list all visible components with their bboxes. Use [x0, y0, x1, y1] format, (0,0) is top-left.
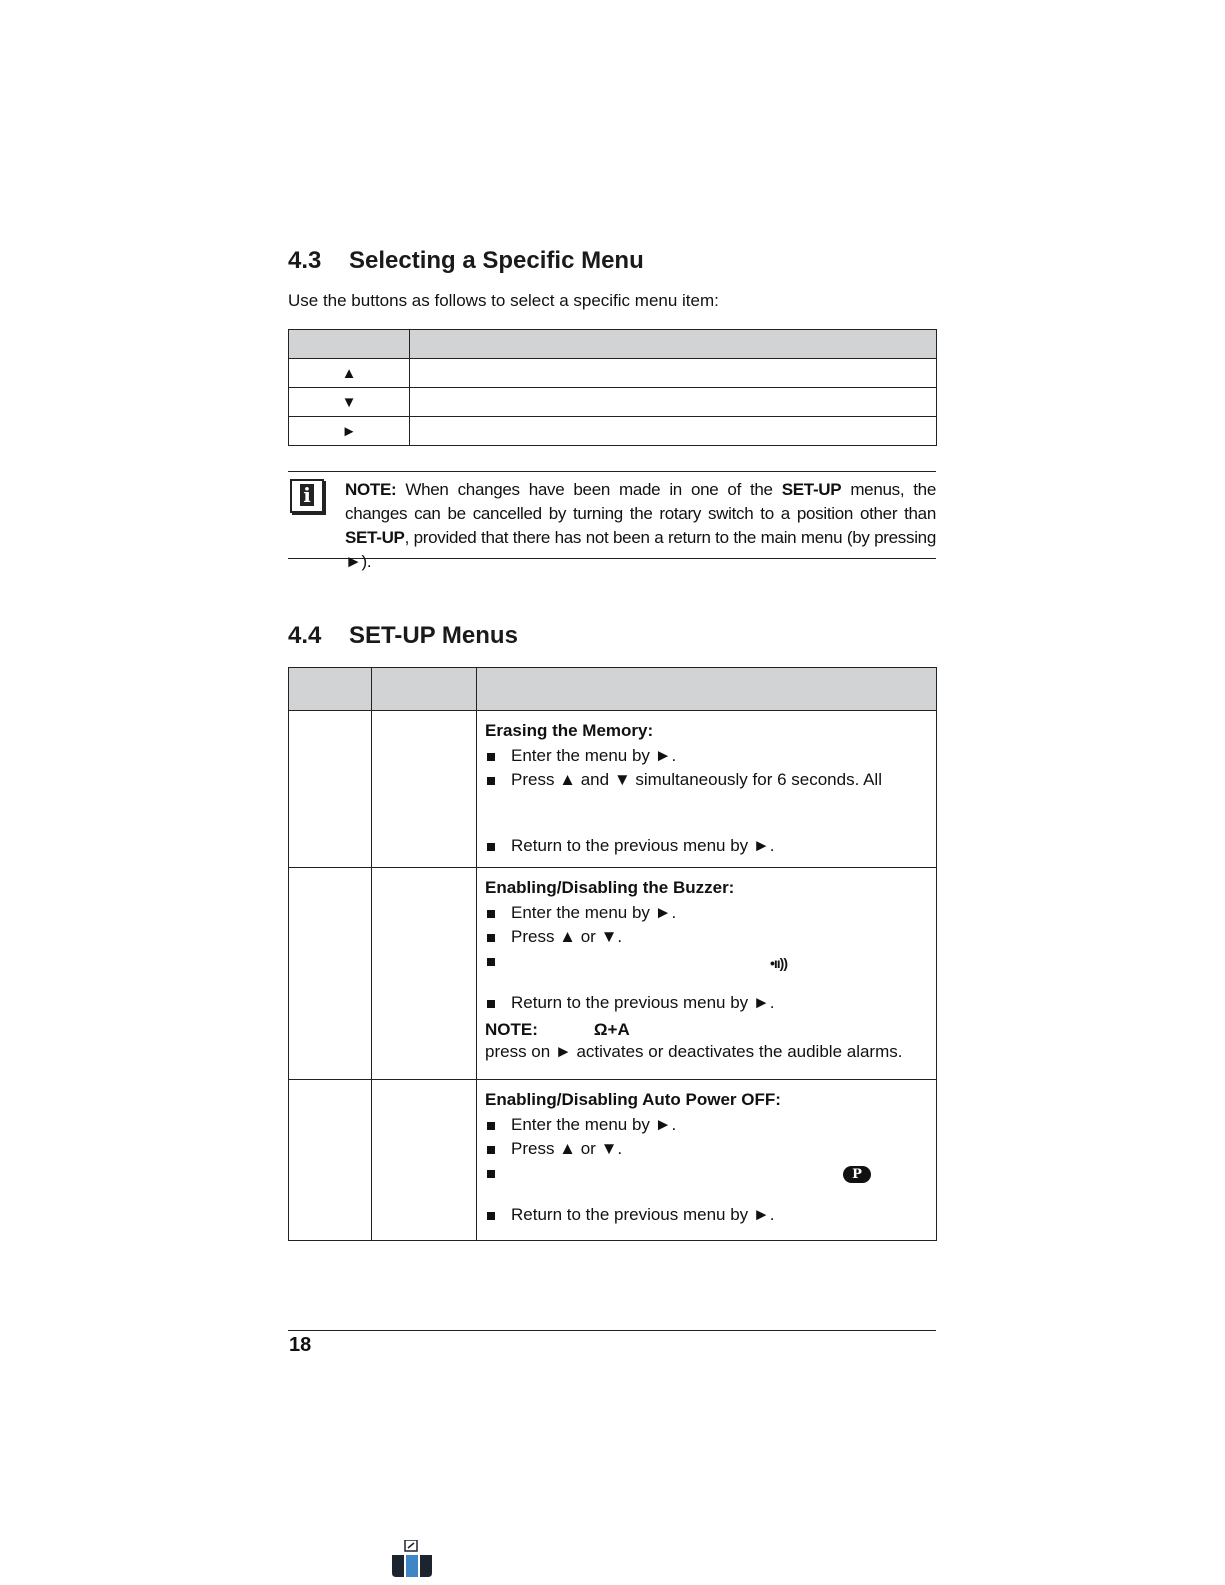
table-row: [289, 711, 937, 868]
note-part: , provided that there has not been a return to the main menu (by pressing ►).: [345, 528, 936, 571]
display-cell: [372, 868, 477, 1080]
table-row: [289, 1080, 937, 1241]
section-title: SET-UP Menus: [349, 622, 518, 649]
row-title: Enabling/Disabling the Buzzer:: [485, 878, 735, 897]
note-part: When changes have been made in one of the: [396, 480, 782, 499]
header-cell: [289, 668, 372, 711]
list-item: Return to the previous menu by ►.: [485, 834, 928, 858]
list-item: [485, 949, 928, 973]
header-cell: [372, 668, 477, 711]
table-row: [289, 388, 937, 417]
manufacturer-logo-icon: [390, 1540, 434, 1578]
table-row: [289, 868, 937, 1080]
right-triangle-icon: ►: [289, 417, 410, 446]
note-text: [345, 478, 936, 574]
list-item: Press ▲ and ▼ simultaneously for 6 seconds. All: [485, 768, 928, 792]
description-cell: [477, 1080, 937, 1241]
description-cell: [477, 868, 937, 1080]
header-cell-button: [289, 330, 410, 359]
display-cell: [372, 1080, 477, 1241]
auto-power-off-icon: P: [843, 1166, 871, 1183]
list-item: Press ▲ or ▼.: [485, 925, 928, 949]
function-cell: [410, 388, 937, 417]
note-part: menus, the changes can be cancelled by turning the rotary switch to a position other than: [345, 480, 936, 523]
down-triangle-icon: ▼: [289, 388, 410, 417]
note-setup-term: SET-UP: [781, 480, 842, 499]
button-table: [288, 329, 937, 446]
list-item: Press ▲ or ▼.: [485, 1137, 928, 1161]
section-4-3-intro: Use the buttons as follows to select a specific menu item:: [288, 291, 719, 310]
header-cell-function: [410, 330, 937, 359]
section-number: 4.3: [288, 247, 322, 274]
page-number: 18: [289, 1334, 312, 1356]
buzzer-icon: •ıı)): [770, 955, 788, 971]
list-item: Return to the previous menu by ►.: [485, 991, 928, 1015]
note-label: NOTE:: [345, 480, 397, 499]
row-note-label: NOTE:: [485, 1020, 538, 1039]
section-4-3-heading: [288, 247, 644, 275]
symbol-cell: [289, 1080, 372, 1241]
list-item: Return to the previous menu by ►.: [485, 1203, 928, 1227]
note-box: [288, 471, 936, 571]
section-4-4-heading: [288, 622, 518, 650]
header-cell: [477, 668, 937, 711]
list-item: Enter the menu by ►.: [485, 744, 928, 768]
setup-menus-table: [288, 667, 937, 1241]
function-cell: [410, 359, 937, 388]
table-header-row: [289, 330, 937, 359]
section-title: Selecting a Specific Menu: [349, 247, 644, 274]
footer-rule: [288, 1330, 936, 1331]
row-note-text: press on ► activates or deactivates the audible alarms.: [485, 1042, 903, 1061]
description-cell: [477, 711, 937, 868]
list-item: Enter the menu by ►.: [485, 901, 928, 925]
row-title: Erasing the Memory:: [485, 721, 654, 740]
ohm-plus-a-symbol: Ω+A: [593, 1020, 630, 1039]
section-number: 4.4: [288, 622, 322, 649]
function-cell: [410, 417, 937, 446]
info-icon: i: [290, 479, 324, 513]
row-note: [485, 1019, 928, 1063]
table-row: [289, 359, 937, 388]
table-row: [289, 417, 937, 446]
list-item: Enter the menu by ►.: [485, 1113, 928, 1137]
table-header-row: [289, 668, 937, 711]
row-title: Enabling/Disabling Auto Power OFF:: [485, 1090, 781, 1109]
note-setup-term: SET-UP: [345, 528, 405, 547]
symbol-cell: [289, 868, 372, 1080]
display-cell: [372, 711, 477, 868]
symbol-cell: [289, 711, 372, 868]
up-triangle-icon: ▲: [289, 359, 410, 388]
